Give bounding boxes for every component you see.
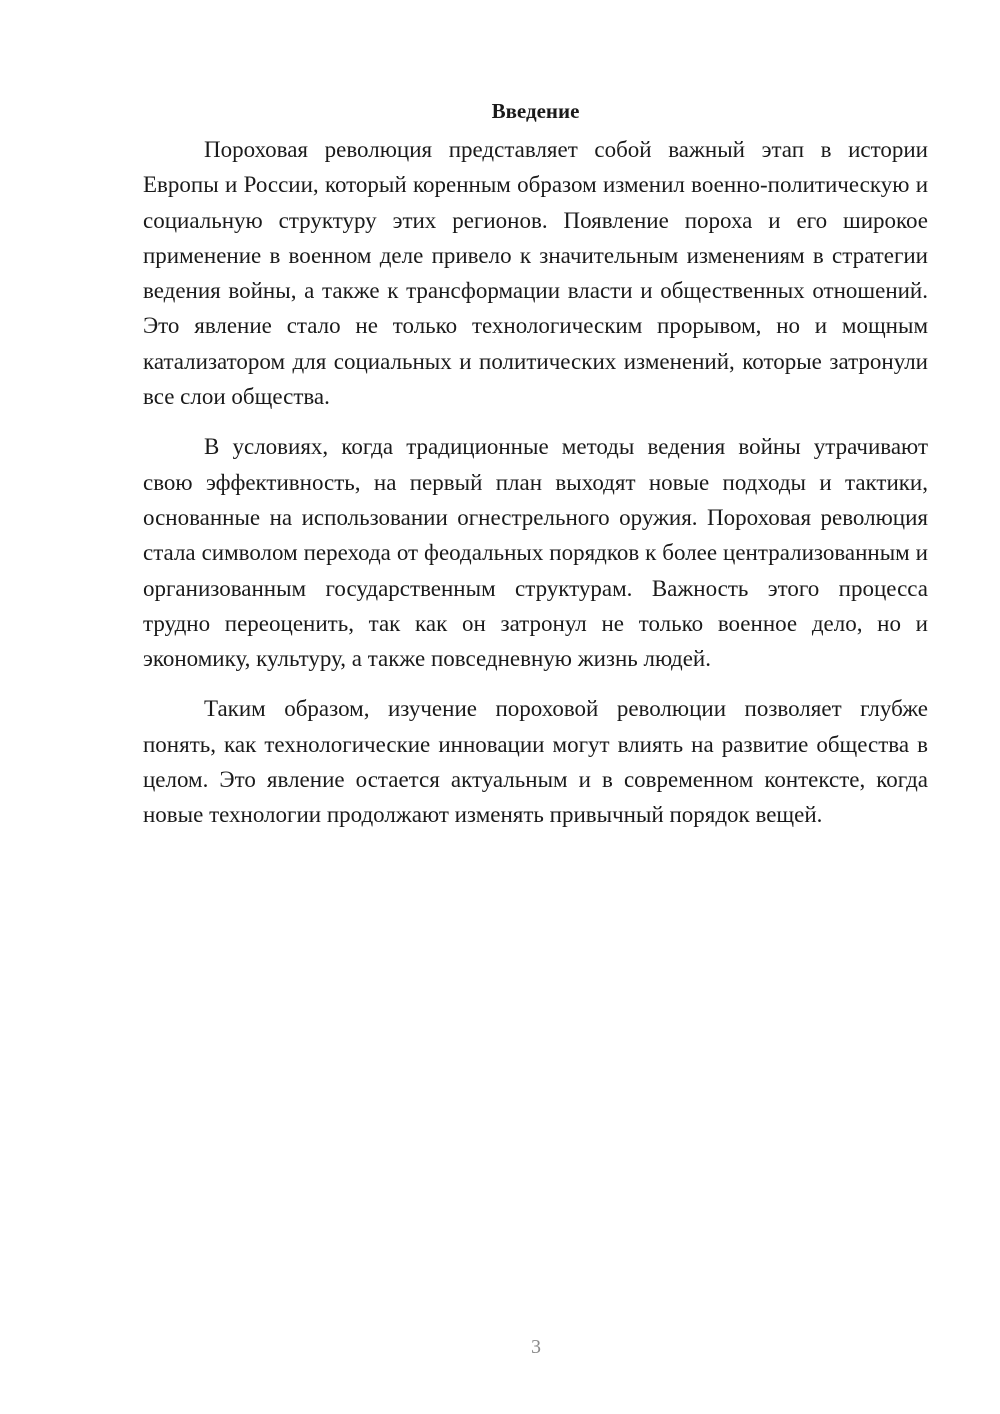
page-content	[143, 96, 928, 848]
paragraph-2: В условиях, когда традиционные методы ведения войны утрачивают свою эффективность, на первый план выходят новые подходы и тактики, основанные на использовании огнестрельного оружия. Пороховая революция стала символом перехода от феодальных порядков к более централизованным и организованным государственным структурам. Важность этого процесса трудно переоценить, так как он затронул не только военное дело, но и экономику, культуру, а также повседневную жизнь людей.	[143, 434, 928, 672]
paragraph-1: Пороховая революция представляет собой важный этап в истории Европы и России, который коренным образом изменил военно-политическую и социальную структуру этих регионов. Появление пороха и его широкое применение в военном деле привело к значительным изменениям в стратегии ведения войны, а также к трансформации власти и общественных отношений. Это явление стало не только технологическим прорывом, но и мощным катализатором для социальных и политических изменений, которые затронули все слои общества.	[143, 137, 928, 410]
page-number: 3	[531, 1336, 541, 1358]
paragraph-3: Таким образом, изучение пороховой революции позволяет глубже понять, как технологические инновации могут влиять на развитие общества в целом. Это явление остается актуальным и в современном контексте, когда новые технологии продолжают изменять привычный порядок вещей.	[143, 696, 928, 828]
section-heading: Введение	[491, 99, 580, 123]
